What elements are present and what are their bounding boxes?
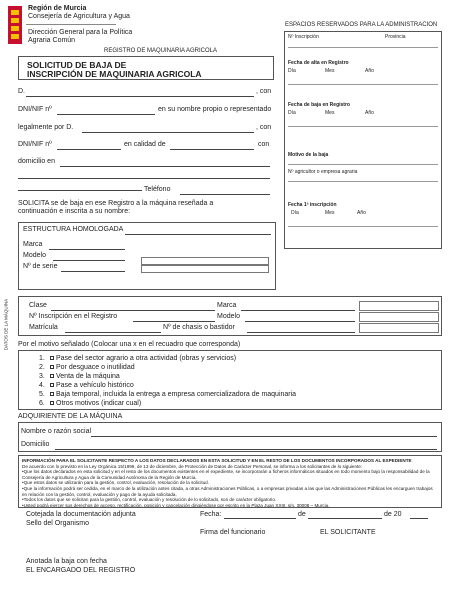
applicant-dni-prefix: DNI/NIF nº xyxy=(18,106,52,113)
checkbox-icon[interactable] xyxy=(50,374,54,378)
checkbox-icon[interactable] xyxy=(50,392,54,396)
applicant-extra-field[interactable] xyxy=(18,190,142,191)
admin-alta-anio: Año xyxy=(365,68,374,74)
checkbox-icon[interactable] xyxy=(50,365,54,369)
applicant-legal-prefix: legalmente por D. xyxy=(18,124,74,131)
motivo-box xyxy=(18,350,442,410)
info-bullet-5: •Usted podrá ejercer sus derechos de acceso, rectificación, posición y cancelación dirigiéndose por escrito en la Plaza Juan XXIII, s/n, 30008 – Murcia. xyxy=(22,502,330,508)
applicant-domicilio-label: domicilio en xyxy=(18,158,55,165)
info-intro: De acuerdo con lo previsto en la Ley Orgánica 15/1999, de 13 de diciembre, de Protección de Datos de Carácter Personal, se informa a los solicitantes de lo siguiente: xyxy=(22,463,363,469)
footer-sello: Sello del Organismo xyxy=(26,520,90,527)
footer-encargado: EL ENCARGADO DEL REGISTRO xyxy=(26,567,136,574)
maquina-clase-label: Clase xyxy=(29,302,47,309)
estructura-marca-field[interactable] xyxy=(49,249,125,250)
applicant-telefono-field[interactable] xyxy=(180,194,270,195)
applicant-dni2-field[interactable] xyxy=(57,149,121,150)
admin-alta-dia: Día xyxy=(288,68,296,74)
form-title-line1: SOLICITUD DE BAJA DE xyxy=(27,60,127,70)
applicant-dni-suffix: en su nombre propio o representado xyxy=(158,106,272,113)
info-bullet-1: •Que los datos declarados en esta solicitud y en el resto de los documentos existentes en el expediente, se incorporarán a ficheros informáticos situados en todo momento bajo la responsabilidad de la Consejería de Agricultura y Agua de la Comunidad Autónoma de la Región de Murcia. xyxy=(22,469,430,480)
motivo-option-label: Otros motivos (indicar cual) xyxy=(56,400,142,407)
footer-fecha-dia-field[interactable] xyxy=(224,518,296,519)
maquina-modelo-label: Modelo xyxy=(217,313,240,320)
maquina-chasis-field[interactable] xyxy=(247,332,355,333)
estructura-inner-box-2[interactable] xyxy=(141,265,269,273)
maquina-chasis-label: Nº de chasis o bastidor xyxy=(163,324,235,331)
maquina-inscripcion-label: Nº Inscripción en el Registro xyxy=(29,313,118,320)
admin-primera-dia: Día xyxy=(291,210,299,216)
motivo-option-label: Pase del sector agrario a otra actividad (obras y servicios) xyxy=(56,355,237,362)
form-title-line2: INSCRIPCIÓN DE MAQUINARIA AGRICOLA xyxy=(27,69,202,79)
checkbox-icon[interactable] xyxy=(50,356,54,360)
admin-baja-field[interactable] xyxy=(288,126,438,127)
admin-provincia-label: Provincia xyxy=(385,34,406,40)
form-title-box xyxy=(18,56,274,80)
motivo-option-label: Baja temporal, incluida la entrega a empresa comercializadora de maquinaria xyxy=(56,391,297,398)
applicant-dni2-mid: en calidad de xyxy=(124,141,166,148)
motivo-option-number: 3. xyxy=(39,373,45,380)
applicant-d-prefix: D. xyxy=(18,88,25,95)
motivo-option-number: 2. xyxy=(39,364,45,371)
adquiriente-title: ADQUIRIENTE DE LA MÁQUINA xyxy=(18,413,123,420)
motivo-option-number: 5. xyxy=(39,391,45,398)
applicant-dni-field[interactable] xyxy=(57,114,155,115)
info-bullet-2: •Que estos datos se utilizarán para la gestión, control, evaluación, resolución de la solicitud. xyxy=(22,480,209,486)
motivo-option-label: Por desguace o inutilidad xyxy=(56,364,135,371)
admin-alta-field[interactable] xyxy=(288,84,438,85)
admin-baja-mes: Mes xyxy=(325,110,335,116)
applicant-calidad-field[interactable] xyxy=(170,149,254,150)
motivo-option-1[interactable] xyxy=(39,355,236,363)
motivo-option-number: 4. xyxy=(39,382,45,389)
applicant-telefono-label: Teléfono xyxy=(144,186,171,193)
admin-agricultor-label: Nº agricultor o empresa agraria xyxy=(288,169,358,175)
footer-fecha-de1: de xyxy=(298,511,306,518)
estructura-modelo-field[interactable] xyxy=(53,260,125,261)
motivo-option-3[interactable] xyxy=(39,373,120,381)
admin-inscripcion-label: Nº Inscripción xyxy=(288,34,319,40)
motivo-option-number: 1. xyxy=(39,355,45,362)
org-direction-2: Agraria Común xyxy=(28,37,76,44)
maquina-extra-box-3[interactable] xyxy=(359,323,439,333)
maquina-marca-label: Marca xyxy=(217,302,237,309)
admin-primera-insc-label: Fecha 1ª inscripción xyxy=(288,202,337,208)
info-box xyxy=(18,455,442,508)
footer-fecha-label: Fecha: xyxy=(200,511,222,518)
info-bullet-4: •Todos los datos que se solicitan para la gestión, control, evaluación y resolución de lo solicitado, son de carácter obligatorio. xyxy=(22,497,277,503)
applicant-domicilio-field-2[interactable] xyxy=(18,178,270,179)
adquiriente-nombre-field[interactable] xyxy=(91,436,437,437)
maquina-matricula-field[interactable] xyxy=(65,332,161,333)
request-text-line2: continuación e inscrita a su nombre: xyxy=(18,208,131,215)
estructura-inner-box-1[interactable] xyxy=(141,257,269,265)
info-bullet-3: •Que la información podrá ser cedida, en el marco de la utilización antes citada, a otras Administraciones Públicas, o a empresas privadas a las que las Administraciones Públicas les encarguen trabajos en relación con la gestión, control, evaluación y pago de la ayuda solicitada. xyxy=(22,485,433,497)
admin-agricultor-field[interactable] xyxy=(288,181,438,182)
checkbox-icon[interactable] xyxy=(50,401,54,405)
admin-alta-title: Fecha de alta en Registro xyxy=(288,60,349,66)
adquiriente-nombre-label: Nombre o razón social xyxy=(21,428,92,435)
motivo-intro: Por el motivo señalado (Colocar una x en el recuadro que corresponda) xyxy=(18,341,241,348)
maquina-clase-field[interactable] xyxy=(51,310,215,311)
header-rule xyxy=(26,24,116,25)
maquina-matricula-label: Matrícula xyxy=(29,324,58,331)
admin-panel xyxy=(284,31,442,249)
applicant-name-field[interactable] xyxy=(26,96,254,97)
maquina-extra-box-2[interactable] xyxy=(359,312,439,322)
motivo-option-number: 6. xyxy=(39,400,45,407)
footer-fecha-mes-field[interactable] xyxy=(308,518,382,519)
adquiriente-box xyxy=(18,422,442,452)
admin-reserved-label: ESPACIOS RESERVADOS PARA LA ADMINISTRACION xyxy=(285,22,438,28)
registry-label: REGISTRO DE MAQUINARIA AGRICOLA xyxy=(104,48,218,54)
applicant-legal-suffix: , con xyxy=(256,124,272,131)
admin-alta-mes: Mes xyxy=(325,68,335,74)
footer-anotada: Anotada la baja con fecha xyxy=(26,558,107,565)
applicant-legal-field[interactable] xyxy=(82,132,254,133)
estructura-serie-label: Nº de serie xyxy=(23,263,58,270)
footer-fecha-de2: de 20 xyxy=(384,511,402,518)
admin-primera-field[interactable] xyxy=(288,226,438,227)
adquiriente-domicilio-label: Domicilio xyxy=(21,441,50,448)
maquina-modelo-field[interactable] xyxy=(245,321,355,322)
motivo-option-2[interactable] xyxy=(39,364,135,372)
footer-el-solicitante: EL SOLICITANTE xyxy=(320,529,376,536)
maquina-side-label: DATOS DE LA MÁQUINA xyxy=(3,298,9,351)
org-direction: Dirección General para la Política xyxy=(28,29,133,36)
adquiriente-domicilio-field[interactable] xyxy=(55,449,437,450)
motivo-option-4[interactable] xyxy=(39,382,134,390)
region-logo-icon xyxy=(8,6,22,44)
footer-fecha-anio-field[interactable] xyxy=(410,518,428,519)
estructura-modelo-label: Modelo xyxy=(23,252,46,259)
estructura-serie-field[interactable] xyxy=(61,271,125,272)
applicant-dni2-suffix: con xyxy=(258,141,270,148)
footer-cotejada: Cotejada la documentación adjunta xyxy=(26,511,136,518)
admin-baja-anio: Año xyxy=(365,110,374,116)
motivo-option-5[interactable] xyxy=(39,391,296,399)
footer-firma-funcionario: Firma del funcionario xyxy=(200,529,266,536)
org-name: Región de Murcia xyxy=(28,5,87,12)
admin-baja-dia: Día xyxy=(288,110,296,116)
admin-inscripcion-field[interactable] xyxy=(288,47,438,48)
maquina-inscripcion-field[interactable] xyxy=(133,321,215,322)
admin-primera-anio: Año xyxy=(357,210,366,216)
info-heading: INFORMACIÓN PARA EL SOLICITANTE RESPECTO A LOS DATOS DECLARADOS EN ESTA SOLICITUD Y EN EL RESTO DE LOS DOCUMENTOS INCORPORADOS AL EXPEDIENTE xyxy=(22,458,412,463)
request-text-line1: SOLICITA se de baja en ese Registro a la máquina reseñada a xyxy=(18,200,214,207)
motivo-option-label: Venta de la máquina xyxy=(56,373,120,380)
admin-motivo-label: Motivo de la baja xyxy=(288,152,329,158)
estructura-title: ESTRUCTURA HOMOLOGADA xyxy=(23,226,124,233)
motivo-option-label: Pase a vehículo histórico xyxy=(56,382,134,389)
applicant-d-suffix: , con xyxy=(256,88,272,95)
applicant-dni2-prefix: DNI/NIF nº xyxy=(18,141,52,148)
org-department: Consejería de Agricultura y Agua xyxy=(28,13,130,20)
maquina-box xyxy=(18,296,442,336)
maquina-extra-box-1[interactable] xyxy=(359,301,439,311)
applicant-domicilio-field[interactable] xyxy=(60,166,270,167)
estructura-box xyxy=(18,222,276,290)
estructura-title-field[interactable] xyxy=(125,234,271,235)
admin-motivo-field[interactable] xyxy=(288,164,438,165)
maquina-marca-field[interactable] xyxy=(241,310,355,311)
checkbox-icon[interactable] xyxy=(50,383,54,387)
admin-primera-mes: Mes xyxy=(325,210,335,216)
estructura-marca-label: Marca xyxy=(23,241,43,248)
admin-baja-title: Fecha de baja en Registro xyxy=(288,102,350,108)
motivo-option-6[interactable] xyxy=(39,400,141,408)
